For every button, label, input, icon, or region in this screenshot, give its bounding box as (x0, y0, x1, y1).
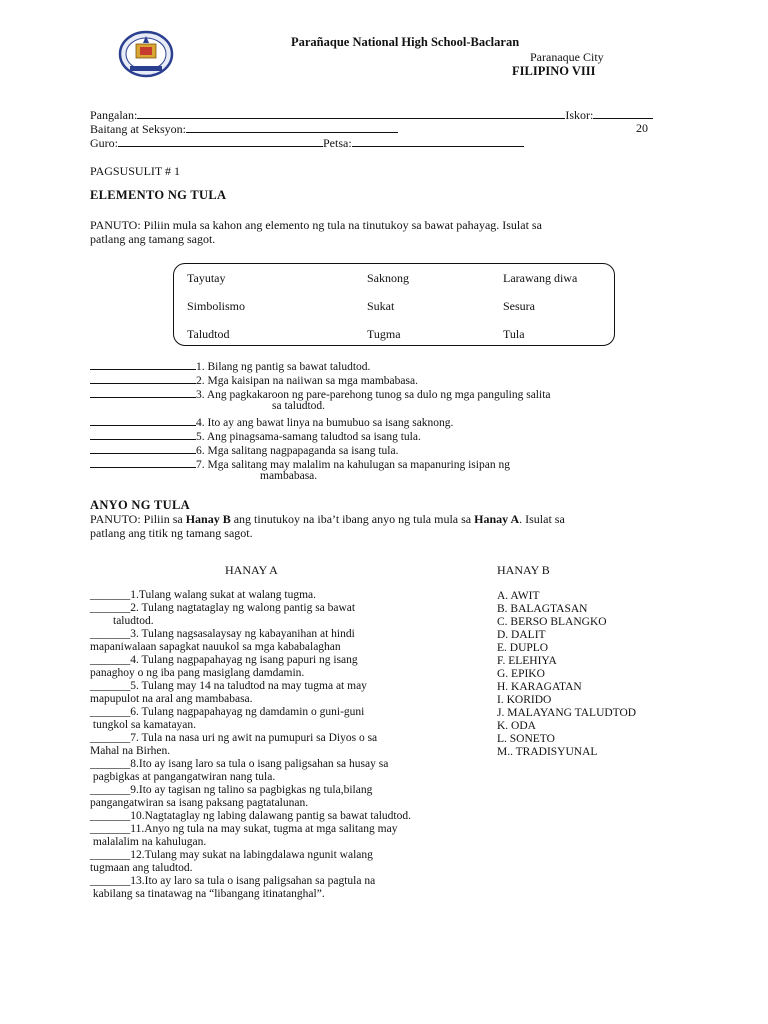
answer-blank[interactable] (90, 428, 196, 440)
hanay-a-line: _______12.Tulang may sukat na labingdalawa ngunit walang (90, 849, 373, 861)
hanay-a-line: _______11.Anyo ng tula na may sukat, tugma at mga salitang may (90, 823, 398, 835)
hanay-a-line: tugmaan ang taludtod. (90, 862, 193, 874)
answer-blank[interactable] (90, 372, 196, 384)
teacher-label: Guro: (90, 136, 118, 150)
hanay-a-line: taludtod. (90, 615, 154, 627)
quiz-title: PAGSUSULIT # 1 (90, 164, 181, 178)
hanay-a-line: _______6. Tulang nagpapahayag ng damdamin o guni-guni (90, 706, 365, 718)
school-logo-icon (118, 30, 174, 78)
hanay-a-label: HANAY A (225, 563, 278, 577)
name-blank[interactable] (137, 107, 565, 119)
choice-tula: Tula (503, 327, 525, 341)
section-label: Baitang at Seksyon: (90, 122, 186, 136)
answer-blank[interactable] (90, 456, 196, 468)
section1-item-2: 2. Mga kaisipan na naiiwan sa mga mambabasa. (90, 372, 418, 388)
hanay-a-line: _______2. Tulang nagtataglay ng walong pantig sa bawat (90, 602, 356, 614)
hanay-b-item: K. ODA (497, 720, 536, 732)
section2-title: ANYO NG TULA (90, 498, 190, 512)
choice-saknong: Saknong (367, 271, 409, 285)
answer-blank[interactable] (90, 414, 196, 426)
hanay-b-item: J. MALAYANG TALUDTOD (497, 707, 637, 719)
hanay-a-line: panaghoy o ng iba pang masiglang damdamin. (90, 667, 305, 679)
hanay-a-line: _______1.Tulang walang sukat at walang tugma. (90, 589, 317, 601)
score-blank[interactable] (593, 107, 653, 119)
choice-sesura: Sesura (503, 299, 535, 313)
section1-item-3-cont: sa taludtod. (272, 400, 326, 412)
hanay-a-line: _______7. Tula na nasa uri ng awit na pumupuri sa Diyos o sa (90, 732, 378, 744)
hanay-a-line: tungkol sa kamatayan. (90, 719, 197, 731)
choice-tayutay: Tayutay (187, 271, 226, 285)
school-name: Parañaque National High School-Baclaran (291, 35, 520, 49)
hanay-a-line: _______4. Tulang nagpapahayag ng isang papuri ng isang (90, 654, 358, 666)
choice-sukat: Sukat (367, 299, 395, 313)
section-blank[interactable] (186, 121, 398, 133)
hanay-a-line: mapupulot na aral ang mambabasa. (90, 693, 253, 705)
section1-item-4: 4. Ito ay ang bawat linya na bumubuo sa isang saknong. (90, 414, 453, 430)
section1-item-7: 7. Mga salitang may malalim na kahulugan sa mapanuring isipan ng (90, 456, 510, 472)
section1-instruction-l2: patlang ang tamang sagot. (90, 232, 216, 246)
hanay-a-line: _______8.Ito ay isang laro sa tula o isang paligsahan sa husay sa (90, 758, 389, 770)
teacher-blank[interactable] (118, 135, 323, 147)
hanay-b-item: D. DALIT (497, 629, 546, 641)
section1-item-6: 6. Mga salitang nagpapaganda sa isang tula. (90, 442, 398, 458)
hanay-b-item: A. AWIT (497, 590, 540, 602)
hanay-a-line: Mahal na Birhen. (90, 745, 171, 757)
section1-title: ELEMENTO NG TULA (90, 188, 227, 202)
hanay-a-line: mapaniwalaan sapagkat nauukol sa mga kababalaghan (90, 641, 341, 653)
section1-item-3: 3. Ang pagkakaroon ng pare-parehong tunog sa dulo ng mga panguling salita (90, 386, 551, 402)
hanay-b-item: H. KARAGATAN (497, 681, 582, 693)
teacher-field (90, 135, 524, 151)
hanay-a-line: _______9.Ito ay tagisan ng talino sa pagbigkas ng tula,bilang (90, 784, 373, 796)
section1-item-7-cont: mambabasa. (260, 470, 318, 482)
hanay-a-line: _______5. Tulang may 14 na taludtod na may tugma at may (90, 680, 367, 692)
section2-instruction-l1: PANUTO: Piliin sa Hanay B ang tinutukoy na iba’t ibang anyo ng tula mula sa Hanay A. Isulat sa (90, 512, 565, 526)
choice-taludtod: Taludtod (187, 327, 230, 341)
hanay-b-item: G. EPIKO (497, 668, 545, 680)
hanay-a-line: pangangatwiran sa isang paksang pagtatalunan. (90, 797, 309, 809)
hanay-a-line: _______10.Nagtataglay ng labing dalawang pantig sa bawat taludtod. (90, 810, 411, 822)
name-label: Pangalan: (90, 108, 138, 122)
answer-blank[interactable] (90, 386, 196, 398)
hanay-a-line: _______3. Tulang nagsasalaysay ng kabayanihan at hindi (90, 628, 355, 640)
hanay-a-line: _______13.Ito ay laro sa tula o isang paligsahan sa pagtula na (90, 875, 376, 887)
choice-tugma: Tugma (367, 327, 401, 341)
answer-blank[interactable] (90, 442, 196, 454)
hanay-b-item: L. SONETO (497, 733, 555, 745)
hanay-b-item: C. BERSO BLANGKO (497, 616, 607, 628)
date-label: Petsa: (323, 136, 352, 150)
year-label: 20 (636, 121, 648, 135)
hanay-b-label: HANAY B (497, 563, 550, 577)
hanay-b-item: F. ELEHIYA (497, 655, 557, 667)
hanay-a-line: malalalim na kahulugan. (90, 836, 207, 848)
section2-instruction-l2: patlang ang titik ng tamang sagot. (90, 526, 253, 540)
hanay-a-line: kabilang sa tinatawag na “libangang itinatanghal”. (90, 888, 325, 900)
hanay-b-item: B. BALAGTASAN (497, 603, 588, 615)
choices-box (173, 263, 615, 346)
hanay-b-item: M.. TRADISYUNAL (497, 746, 598, 758)
section1-item-5: 5. Ang pinagsama-samang taludtod sa isang tula. (90, 428, 421, 444)
subject-title: FILIPINO VIII (512, 64, 596, 78)
school-city: Paranaque City (530, 50, 604, 64)
hanay-a-line: pagbigkas at pangangatwiran nang tula. (90, 771, 276, 783)
choice-larawang-diwa: Larawang diwa (503, 271, 578, 285)
hanay-b-item: I. KORIDO (497, 694, 552, 706)
date-blank[interactable] (352, 135, 524, 147)
answer-blank[interactable] (90, 358, 196, 370)
score-label: Iskor: (565, 108, 594, 122)
section1-item-1: 1. Bilang ng pantig sa bawat taludtod. (90, 358, 370, 374)
hanay-b-item: E. DUPLO (497, 642, 549, 654)
choice-simbolismo: Simbolismo (187, 299, 246, 313)
section1-instruction-l1: PANUTO: Piliin mula sa kahon ang elemento ng tula na tinutukoy sa bawat pahayag. Isulat sa (90, 218, 542, 232)
